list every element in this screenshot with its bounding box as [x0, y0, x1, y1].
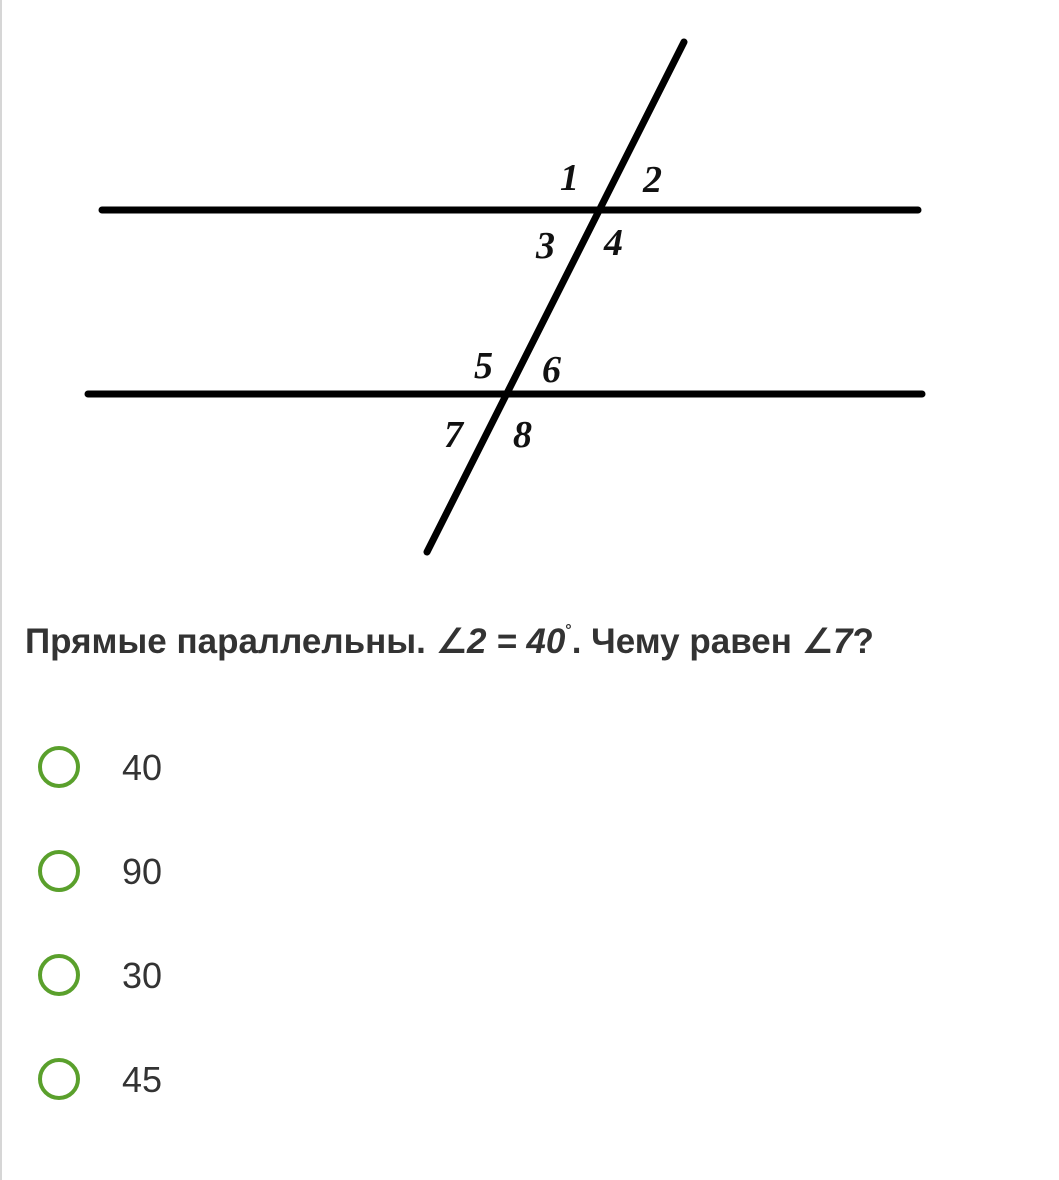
parallel-lines-figure	[0, 0, 1059, 580]
asked-angle: ∠7	[801, 622, 853, 661]
option-30[interactable]	[0, 926, 1059, 1030]
question-suffix: ?	[852, 622, 874, 661]
option-label: 40	[122, 747, 163, 788]
degree-sign: °	[565, 622, 572, 639]
option-label: 90	[122, 851, 163, 892]
answer-options	[0, 718, 1059, 1134]
radio-button[interactable]	[38, 954, 80, 996]
transversal-line	[427, 42, 684, 552]
angle-label-7: 7	[444, 414, 463, 456]
option-45[interactable]	[0, 1030, 1059, 1134]
option-90[interactable]	[0, 822, 1059, 926]
angle-label-8: 8	[513, 414, 532, 456]
option-label: 30	[122, 955, 163, 996]
angle-label-5: 5	[474, 345, 493, 387]
question-text	[25, 622, 874, 662]
angle-label-2: 2	[643, 159, 662, 201]
option-40[interactable]	[0, 718, 1059, 822]
radio-button[interactable]	[38, 746, 80, 788]
given-angle: ∠2 = 40	[435, 622, 566, 661]
angle-label-3: 3	[536, 225, 555, 267]
option-label: 45	[122, 1059, 163, 1100]
radio-button[interactable]	[38, 850, 80, 892]
angle-label-4: 4	[604, 222, 623, 264]
question-prefix: Прямые параллельны.	[25, 622, 436, 661]
question-middle: . Чему равен	[571, 622, 802, 661]
figure-svg	[0, 0, 1059, 580]
angle-label-1: 1	[560, 157, 579, 199]
radio-button[interactable]	[38, 1058, 80, 1100]
angle-label-6: 6	[542, 349, 561, 391]
